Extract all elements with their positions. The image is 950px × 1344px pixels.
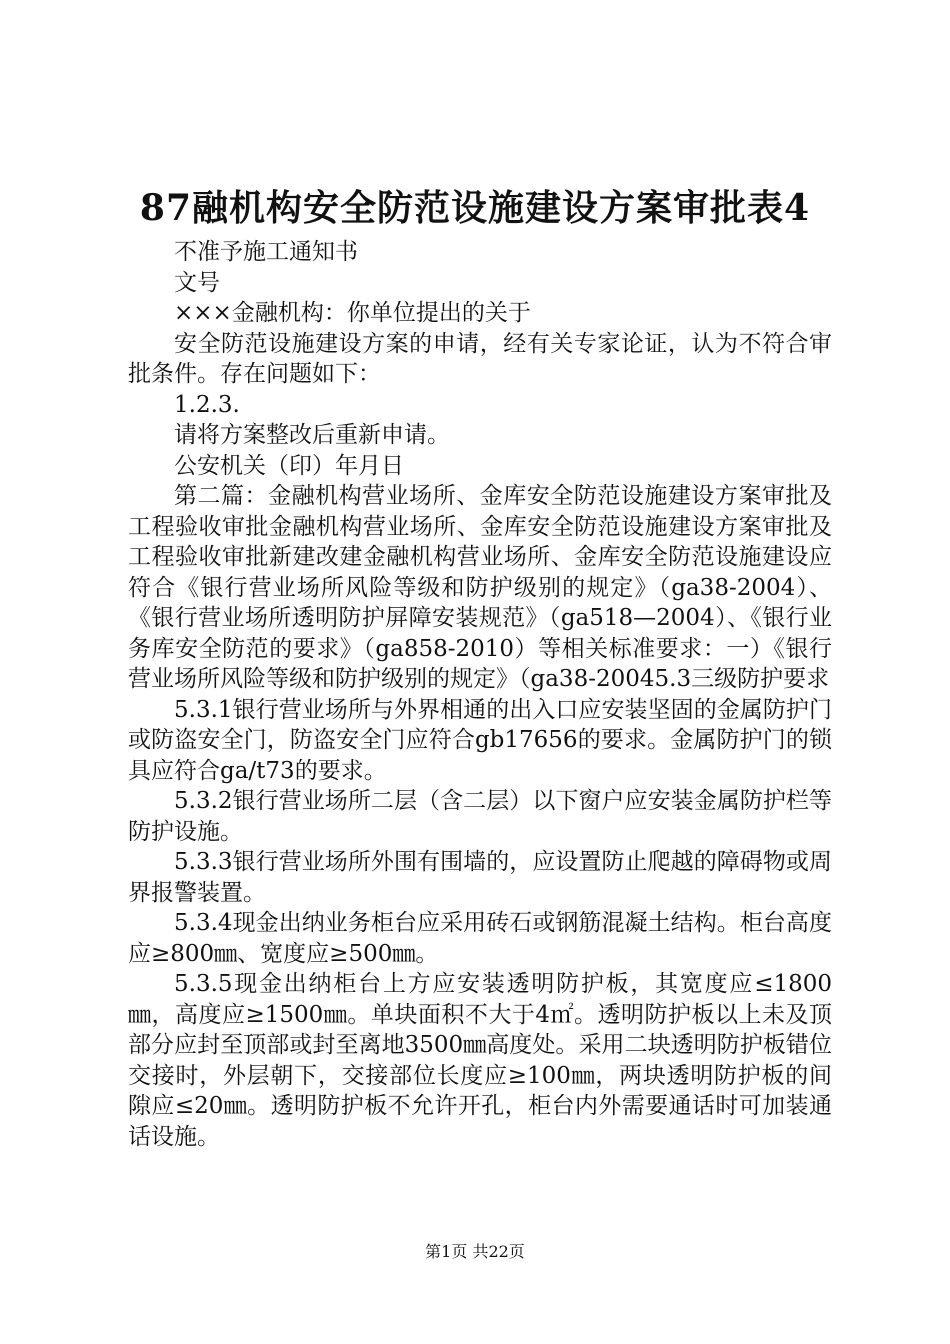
page-number-footer: 第1页 共22页 xyxy=(425,1242,525,1261)
document-title: 87融机构安全防范设施建设方案审批表4 xyxy=(139,187,811,229)
paragraph-clause-5-3-1: 5.3.1银行营业场所与外界相通的出入口应安装坚固的金属防护门或防盗安全门，防盗安全门应符合gb17656的要求。金属防护门的锁具应符合ga/t73的要求。 xyxy=(128,696,832,784)
paragraph-notice-heading: 不准予施工通知书 xyxy=(174,239,358,265)
paragraph-clause-5-3-3: 5.3.3银行营业场所外围有围墙的，应设置防止爬越的障碍物或周界报警装置。 xyxy=(128,849,832,906)
paragraph-review-result: 安全防范设施建设方案的申请，经有关专家论证，认为不符合审批条件。存在问题如下： xyxy=(128,330,832,387)
paragraph-clause-5-3-5: 5.3.5现金出纳柜台上方应安装透明防护板，其宽度应≤1800㎜，高度应≥1500㎜。单块面积不大于4㎡。透明防护板以上未及顶部分应封至顶部或封至离地3500㎜高度处。采用二块透明防护板错位交接时，外层朝下，交接部位长度应≥100㎜，两块透明防护板的间隙应≤20㎜。透明防护板不允许开孔，柜台内外需要通话时可加装通话设施。 xyxy=(128,971,832,1150)
paragraph-reapply: 请将方案整改后重新申请。 xyxy=(174,422,450,448)
paragraph-problem-list: 1.2.3. xyxy=(174,391,240,418)
paragraph-second-article: 第二篇：金融机构营业场所、金库安全防范设施建设方案审批及工程验收审批金融机构营业场所、金库安全防范设施建设方案审批及工程验收审批新建改建金融机构营业场所、金库安全防范设施建设应符合《银行营业场所风险等级和防护级别的规定》（ga38-2004）、《银行营业场所透明防护屏障安装规范》（ga518—2004）、《银行业务库安全防范的要求》（ga858-2010）等相关标准要求：一）《银行营业场所风险等级和防护级别的规定》（ga38-20045.3三级防护要求 xyxy=(128,483,832,692)
document-body xyxy=(128,237,832,1152)
paragraph-document-number: 文号 xyxy=(174,269,220,296)
paragraph-addressee: ×××金融机构：你单位提出的关于 xyxy=(174,300,531,326)
paragraph-signature: 公安机关（印）年月日 xyxy=(174,452,404,479)
paragraph-clause-5-3-2: 5.3.2银行营业场所二层（含二层）以下窗户应安装金属防护栏等防护设施。 xyxy=(128,788,832,845)
paragraph-clause-5-3-4: 5.3.4现金出纳业务柜台应采用砖石或钢筋混凝土结构。柜台高度应≥800㎜、宽度应≥500㎜。 xyxy=(128,910,832,967)
